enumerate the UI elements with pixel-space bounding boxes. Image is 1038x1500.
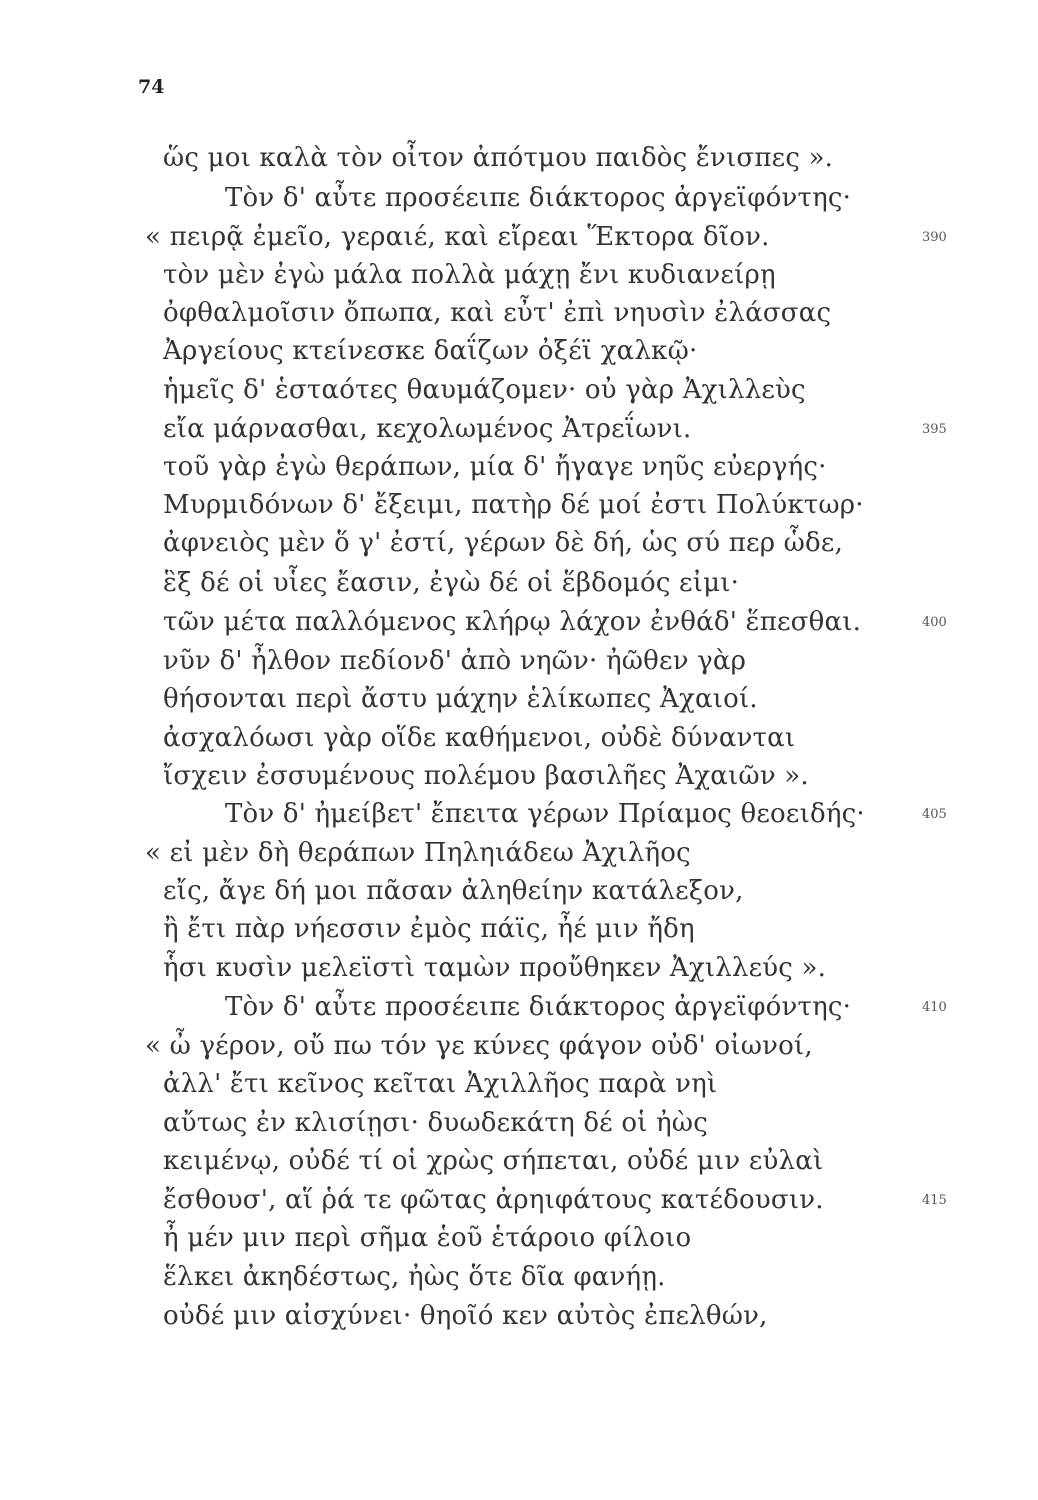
verse-line: κειμένῳ, οὐδέ τί οἱ χρὼς σήπεται, οὐδέ μιν εὐλαὶ <box>163 1146 824 1176</box>
verse-line: « εἰ μὲν δὴ θεράπων Πηληιάδεω Ἀχιλῆος <box>145 838 691 868</box>
verse-line: τὸν μὲν ἐγὼ μάλα πολλὰ μάχῃ ἔνι κυδιανείρῃ <box>163 260 776 290</box>
verse-line: εἴς, ἄγε δή μοι πᾶσαν ἀληθείην κατάλεξον, <box>163 876 744 906</box>
verse-line: θήσονται περὶ ἄστυ μάχην ἑλίκωπες Ἀχαιοί. <box>163 684 758 714</box>
verse-line: ἦ μέν μιν περὶ σῆμα ἑοῦ ἑτάροιο φίλοιο <box>163 1223 692 1253</box>
line-number: 395 <box>922 422 947 437</box>
verse-line: Τὸν δ' ἠμείβετ' ἔπειτα γέρων Πρίαμος θεοειδής· <box>225 799 865 829</box>
verse-line: ἓξ δέ οἱ υἷες ἔασιν, ἐγὼ δέ οἱ ἕβδομός εἰμι· <box>163 568 740 598</box>
verse-line: ἡμεῖς δ' ἑσταότες θαυμάζομεν· οὐ γὰρ Ἀχιλλεὺς <box>163 375 806 405</box>
line-number: 390 <box>922 230 947 245</box>
line-number: 410 <box>922 1000 947 1015</box>
verse-line: ἧσι κυσὶν μελεϊστὶ ταμὼν προὔθηκεν Ἀχιλλεύς ». <box>163 953 827 983</box>
verse-line: « ὦ γέρον, οὔ πω τόν γε κύνες φάγον οὐδ' οἰωνοί, <box>145 1031 813 1061</box>
verse-line: νῦν δ' ἦλθον πεδίονδ' ἀπὸ νηῶν· ἠῶθεν γὰρ <box>163 646 747 676</box>
line-number: 415 <box>922 1193 947 1208</box>
verse-line: ἕλκει ἀκηδέστως, ἠὼς ὅτε δῖα φανήῃ. <box>163 1262 666 1292</box>
verse-line: Μυρμιδόνων δ' ἔξειμι, πατὴρ δέ μοί ἐστι Πολύκτωρ· <box>163 490 864 520</box>
verse-line: ἀλλ' ἔτι κεῖνος κεῖται Ἀχιλλῆος παρὰ νηὶ <box>163 1069 718 1099</box>
verse-line: ἢ ἔτι πὰρ νήεσσιν ἐμὸς πάϊς, ἦέ μιν ἤδη <box>163 914 695 944</box>
verse-line: οὐδέ μιν αἰσχύνει· θηοῖό κεν αὐτὸς ἐπελθών, <box>163 1301 768 1331</box>
verse-line: ὀφθαλμοῖσιν ὄπωπα, καὶ εὖτ' ἐπὶ νηυσὶν ἐλάσσας <box>163 298 832 328</box>
verse-line: τοῦ γὰρ ἐγὼ θεράπων, μία δ' ἤγαγε νηῦς εὐεργής· <box>163 452 827 482</box>
verse-line: Ἀργείους κτείνεσκε δαΐζων ὀξέϊ χαλκῷ· <box>163 336 698 366</box>
verse-line: εἴα μάρνασθαι, κεχολωμένος Ἀτρεΐωνι. <box>163 414 692 444</box>
verse-line: ὥς μοι καλὰ τὸν οἶτον ἀπότμου παιδὸς ἔνισπες ». <box>163 143 834 173</box>
verse-line: « πειρᾷ ἐμεῖο, γεραιέ, καὶ εἴρεαι Ἕκτορα δῖον. <box>145 222 770 252</box>
verse-line: Τὸν δ' αὖτε προσέειπε διάκτορος ἀργεϊφόντης· <box>225 992 852 1022</box>
verse-line: ἔσθουσ', αἵ ῥά τε φῶτας ἀρηιφάτους κατέδουσιν. <box>163 1185 824 1215</box>
verse-line: ἴσχειν ἐσσυμένους πολέμου βασιλῆες Ἀχαιῶν ». <box>163 761 809 791</box>
verse-line: αὔτως ἐν κλισίῃσι· δυωδεκάτη δέ οἱ ἠὼς <box>163 1108 708 1138</box>
verse-line: Τὸν δ' αὖτε προσέειπε διάκτορος ἀργεϊφόντης· <box>225 183 852 213</box>
page-number: 74 <box>138 76 165 98</box>
verse-line: ἀφνειὸς μὲν ὅ γ' ἐστί, γέρων δὲ δή, ὡς σύ περ ὧδε, <box>163 528 844 558</box>
line-number: 400 <box>922 615 947 630</box>
verse-line: τῶν μέτα παλλόμενος κλήρῳ λάχον ἐνθάδ' ἕπεσθαι. <box>163 607 862 637</box>
verse-line: ἀσχαλόωσι γὰρ οἵδε καθήμενοι, οὐδὲ δύνανται <box>163 723 796 753</box>
line-number: 405 <box>922 807 947 822</box>
